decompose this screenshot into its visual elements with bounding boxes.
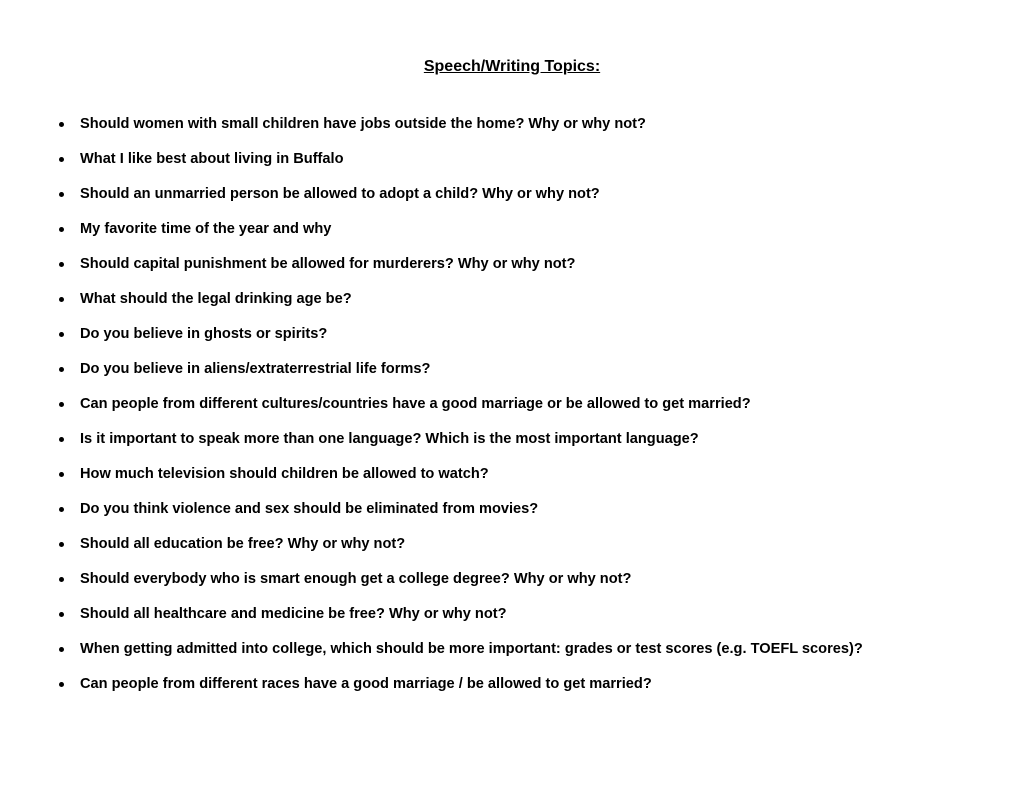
topic-list (80, 107, 950, 702)
list-item: What I like best about living in Buffalo (80, 142, 950, 177)
list-item: Should all education be free? Why or why not? (80, 527, 950, 562)
list-item: Can people from different races have a good marriage / be allowed to get married? (80, 667, 950, 702)
list-item: Do you believe in ghosts or spirits? (80, 317, 950, 352)
list-item: Should women with small children have jobs outside the home? Why or why not? (80, 107, 950, 142)
list-item: Is it important to speak more than one language? Which is the most important language? (80, 422, 950, 457)
list-item: Should everybody who is smart enough get a college degree? Why or why not? (80, 562, 950, 597)
list-item: How much television should children be allowed to watch? (80, 457, 950, 492)
list-item: Do you think violence and sex should be eliminated from movies? (80, 492, 950, 527)
list-item: What should the legal drinking age be? (80, 282, 950, 317)
page-title: Speech/Writing Topics: (423, 58, 601, 75)
list-item: My favorite time of the year and why (80, 212, 950, 247)
list-item: Should all healthcare and medicine be free? Why or why not? (80, 597, 950, 632)
list-item: Should an unmarried person be allowed to adopt a child? Why or why not? (80, 177, 950, 212)
list-item: Should capital punishment be allowed for murderers? Why or why not? (80, 247, 950, 282)
list-item: Can people from different cultures/countries have a good marriage or be allowed to get married? (80, 387, 950, 422)
list-item: Do you believe in aliens/extraterrestrial life forms? (80, 352, 950, 387)
list-item: When getting admitted into college, which should be more important: grades or test scores (e.g. TOEFL scores)? (80, 632, 950, 667)
